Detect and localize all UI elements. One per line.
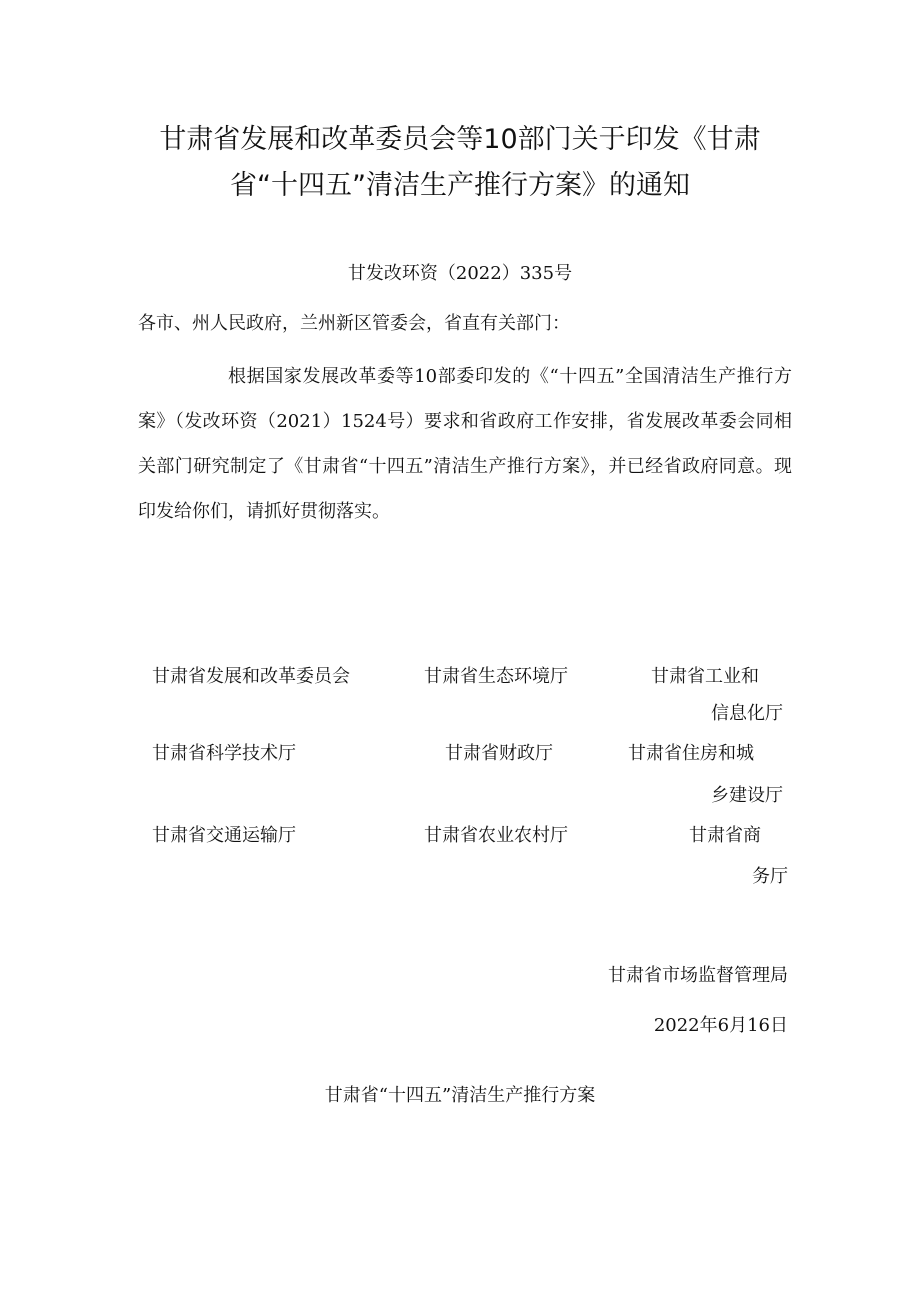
document-title-line2: 省“十四五”清洁生产推行方案》的通知: [230, 170, 690, 201]
document-number: 甘发改环资（2022）335号: [347, 263, 573, 284]
signatory-commerce-line2: 务厅: [752, 866, 788, 887]
signatory-agriculture: 甘肃省农业农村厅: [424, 825, 568, 846]
issue-date: 2022年6月16日: [653, 1015, 788, 1036]
signatory-development-reform: 甘肃省发展和改革委员会: [152, 666, 350, 687]
salutation: 各市、州人民政府，兰州新区管委会，省直有关部门：: [138, 313, 570, 334]
signatory-science-technology: 甘肃省科学技术厅: [152, 743, 296, 764]
signatory-commerce-line1: 甘肃省商: [689, 825, 761, 846]
signatory-housing-line1: 甘肃省住房和城: [628, 743, 754, 764]
body-paragraph: 根据国家发展改革委等10部委印发的《“十四五”全国清洁生产推行方案》（发改环资（2021）1524号）要求和省政府工作安排，省发展改革委会同相关部门研究制定了《甘肃省“十四五”清洁生产推行方案》，并已经省政府同意。现印发给你们，请抓好贯彻落实。: [138, 366, 792, 522]
signatory-ecology-environment: 甘肃省生态环境厅: [424, 666, 568, 687]
signatory-finance: 甘肃省财政厅: [445, 743, 553, 764]
signatory-industry-it-line2: 信息化厅: [711, 703, 783, 724]
signatory-housing-line2: 乡建设厅: [711, 785, 783, 806]
signatory-industry-it-line1: 甘肃省工业和: [651, 666, 759, 687]
attachment-plan-title: 甘肃省“十四五”清洁生产推行方案: [324, 1085, 596, 1106]
final-signatory-market-regulation: 甘肃省市场监督管理局: [608, 965, 788, 986]
document-title-line1: 甘肃省发展和改革委员会等10部门关于印发《甘肃: [159, 124, 761, 155]
signatory-transport: 甘肃省交通运输厅: [152, 825, 296, 846]
